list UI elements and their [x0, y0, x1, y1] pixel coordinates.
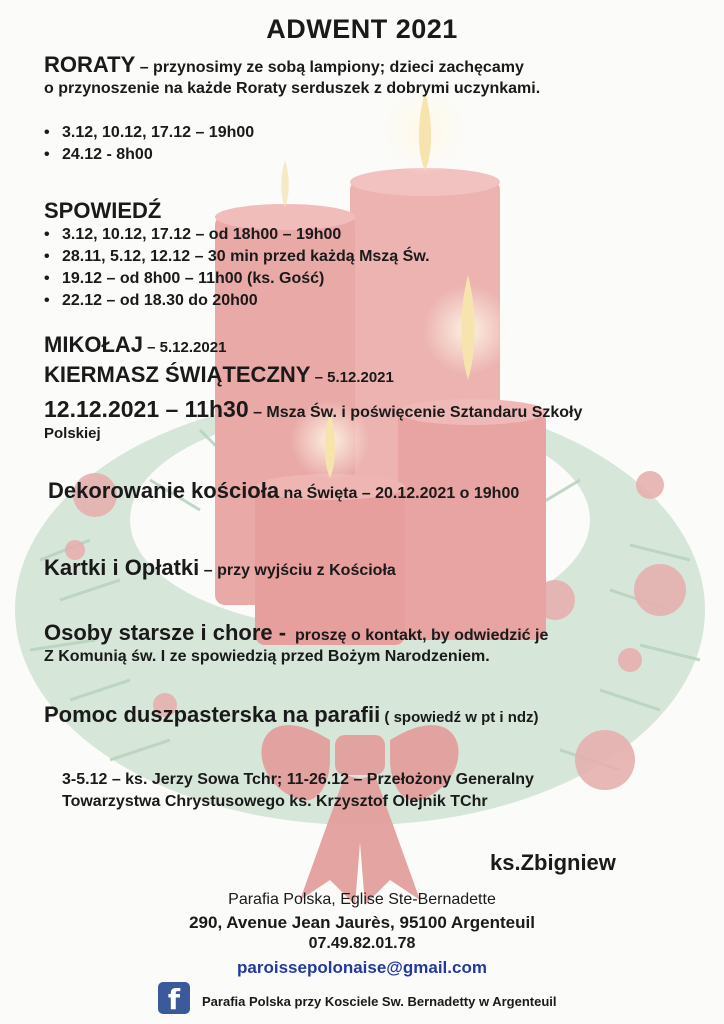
dekorowanie-text: na Święta – 20.12.2021 o 19h00 — [279, 485, 520, 502]
roraty-heading: RORATY — [44, 52, 136, 77]
pomoc-line2: Towarzystwa Chrystusowego ks. Krzysztof Olejnik TChr — [62, 793, 488, 810]
sztandar-line — [44, 396, 582, 423]
facebook-icon[interactable]: f — [158, 982, 190, 1014]
pomoc-line — [44, 702, 539, 728]
sztandar-text-line2: Polskiej — [44, 425, 101, 442]
roraty-section — [44, 52, 524, 78]
footer-parish: Parafia Polska, Eglise Ste-Bernadette — [228, 891, 496, 908]
kiermasz-heading: KIERMASZ ŚWIĄTECZNY — [44, 362, 311, 387]
footer-phone: 07.49.82.01.78 — [308, 935, 416, 952]
list-item: • 28.11, 5.12, 12.12 – 30 min przed każdą Mszą Św. — [42, 246, 430, 268]
pomoc-line1: 3-5.12 – ks. Jerzy Sowa Tchr; 11-26.12 – Przełożony Generalny — [62, 771, 534, 788]
list-item: • 24.12 - 8h00 — [42, 144, 254, 166]
list-item: • 3.12, 10.12, 17.12 – od 18h00 – 19h00 — [42, 224, 430, 246]
facebook-page-link[interactable]: Parafia Polska przy Kosciele Sw. Bernadetty w Argenteuil — [202, 994, 557, 1009]
list-item: • 3.12, 10.12, 17.12 – 19h00 — [42, 122, 254, 144]
roraty-text-line2: o przynoszenie na każde Roraty serduszek z dobrymi uczynkami. — [44, 80, 541, 97]
signature: ks.Zbigniew — [490, 850, 616, 875]
roraty-text-line1: – przynosimy ze sobą lampiony; dzieci zachęcamy — [135, 59, 524, 76]
mikolaj-date: – 5.12.2021 — [143, 339, 227, 356]
list-item: • 22.12 – od 18.30 do 20h00 — [42, 290, 430, 312]
osoby-line — [44, 620, 548, 646]
kartki-heading: Kartki i Opłatki — [44, 555, 200, 580]
kiermasz-date: – 5.12.2021 — [310, 369, 394, 386]
kartki-line — [44, 555, 396, 581]
spowiedz-heading: SPOWIEDŹ — [44, 198, 162, 223]
sztandar-text: – Msza Św. i poświęcenie Sztandaru Szkoły — [248, 404, 583, 421]
osoby-text-line2: Z Komunią św. I ze spowiedzią przed Bożym Narodzeniem. — [44, 648, 490, 665]
roraty-list — [42, 122, 254, 166]
footer-address: 290, Avenue Jean Jaurès, 95100 Argenteuil — [189, 913, 535, 932]
footer-email-link[interactable]: paroissepolonaise@gmail.com — [237, 958, 487, 977]
pomoc-heading: Pomoc duszpasterska na parafii — [44, 702, 381, 727]
list-item: • 19.12 – od 8h00 – 11h00 (ks. Gość) — [42, 268, 430, 290]
osoby-text: proszę o kontakt, by odwiedzić je — [286, 627, 549, 644]
sztandar-heading: 12.12.2021 – 11h30 — [44, 396, 249, 422]
pomoc-text: ( spowiedź w pt i ndz) — [380, 709, 539, 726]
kartki-text: – przy wyjściu z Kościoła — [199, 562, 396, 579]
dekorowanie-heading: Dekorowanie kościoła — [48, 478, 280, 503]
dekorowanie-line — [48, 478, 519, 504]
mikolaj-heading: MIKOŁAJ — [44, 332, 143, 357]
mikolaj-line — [44, 332, 226, 358]
osoby-heading: Osoby starsze i chore - — [44, 620, 287, 645]
spowiedz-list — [42, 224, 430, 312]
page-title: ADWENT 2021 — [266, 14, 458, 44]
kiermasz-line — [44, 362, 394, 388]
